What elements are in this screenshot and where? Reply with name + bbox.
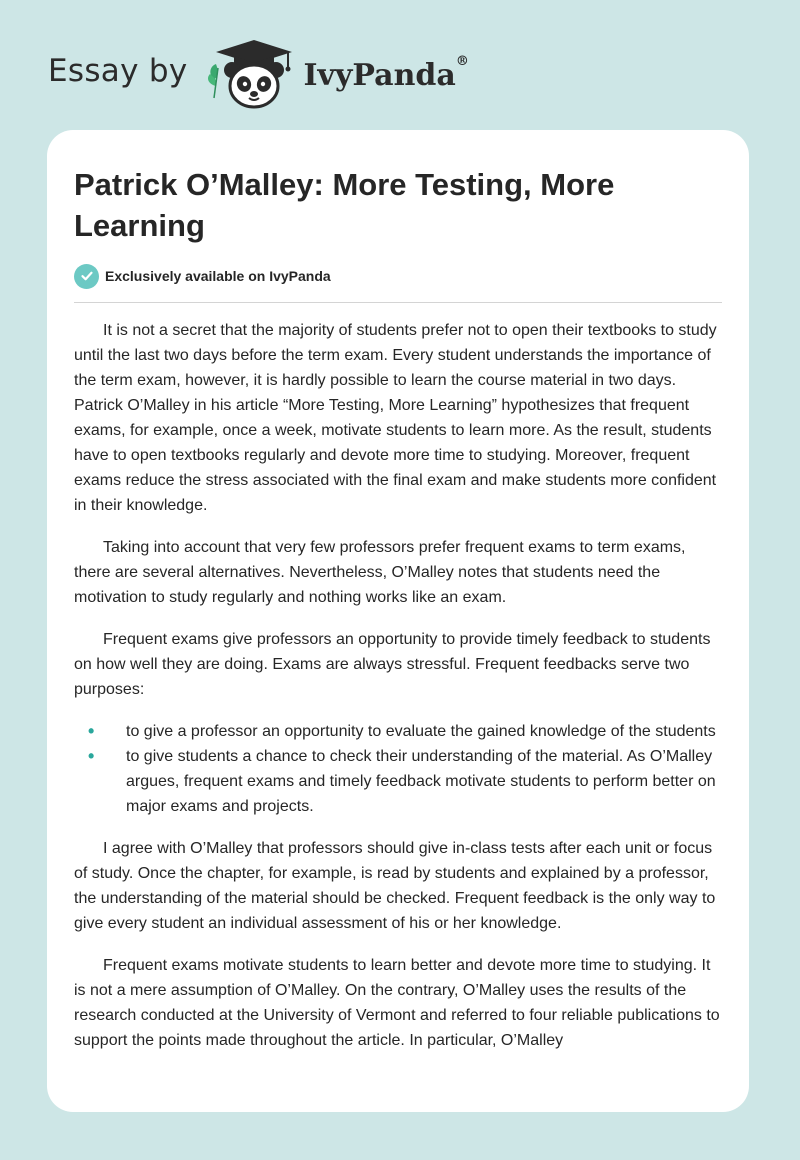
site-header: [48, 34, 508, 114]
purpose-list: [74, 719, 726, 819]
panda-graduate-logo-icon[interactable]: [204, 38, 300, 110]
paragraph: It is not a secret that the majority of students prefer not to open their textbooks to study until the last two days before the term exam. Every student understands the importance of the term exam, however, it is hardly possible to learn the course material in two days. Patrick O’Malley in his article “More Testing, More Learning” hypothesizes that frequent exams, for example, once a week, motivate students to learn more. As the result, students have to open textbooks regularly and devote more time to studying. Moreover, frequent exams reduce the stress associated with the final exam and make students more confident in their knowledge.: [74, 322, 717, 514]
bullet-icon: •: [88, 721, 95, 741]
paragraph: Frequent exams give professors an opportunity to provide timely feedback to students on how well they are doing. Exams are always stressful. Frequent feedbacks serve two purposes:: [74, 631, 711, 698]
registered-mark: ®: [455, 53, 469, 69]
exclusive-label: Exclusively available on IvyPanda: [105, 268, 331, 284]
list-item: [74, 744, 726, 819]
paragraph: Frequent exams motivate students to learn better and devote more time to studying. It is not a mere assumption of O’Malley. On the contrary, O’Malley uses the results of the research conducted at the University of Vermont and referred to four reliable publications to support the points made throughout the article. In particular, O’Malley: [74, 957, 720, 1049]
page-title: Patrick O’Malley: More Testing, More Learning: [74, 167, 615, 243]
check-icon: [74, 264, 99, 289]
paragraph: I agree with O’Malley that professors should give in-class tests after each unit or focus of study. Once the chapter, for example, is read by students and explained by a professor, the understanding of the material should be checked. Frequent feedback is the only way to give every student an individual assessment of his or her knowledge.: [74, 840, 716, 932]
list-item-text: to give a professor an opportunity to evaluate the gained knowledge of the students: [126, 723, 716, 740]
list-item: [74, 719, 726, 744]
divider: [74, 302, 722, 303]
essay-by-label: Essay by: [48, 53, 188, 89]
brand-name[interactable]: IvyPanda®: [303, 53, 469, 93]
bullet-icon: •: [88, 746, 95, 766]
paragraph: Taking into account that very few professors prefer frequent exams to term exams, there are several alternatives. Nevertheless, O’Malley notes that students need the motivation to study regularly and nothing works like an exam.: [74, 539, 686, 606]
essay-card: [47, 130, 749, 1112]
exclusive-badge: [74, 263, 331, 289]
list-item-text: to give students a chance to check their understanding of the material. As O’Malley argues, frequent exams and timely feedback motivate students to perform better on major exams and projects.: [126, 748, 716, 815]
essay-body: [74, 318, 726, 1070]
